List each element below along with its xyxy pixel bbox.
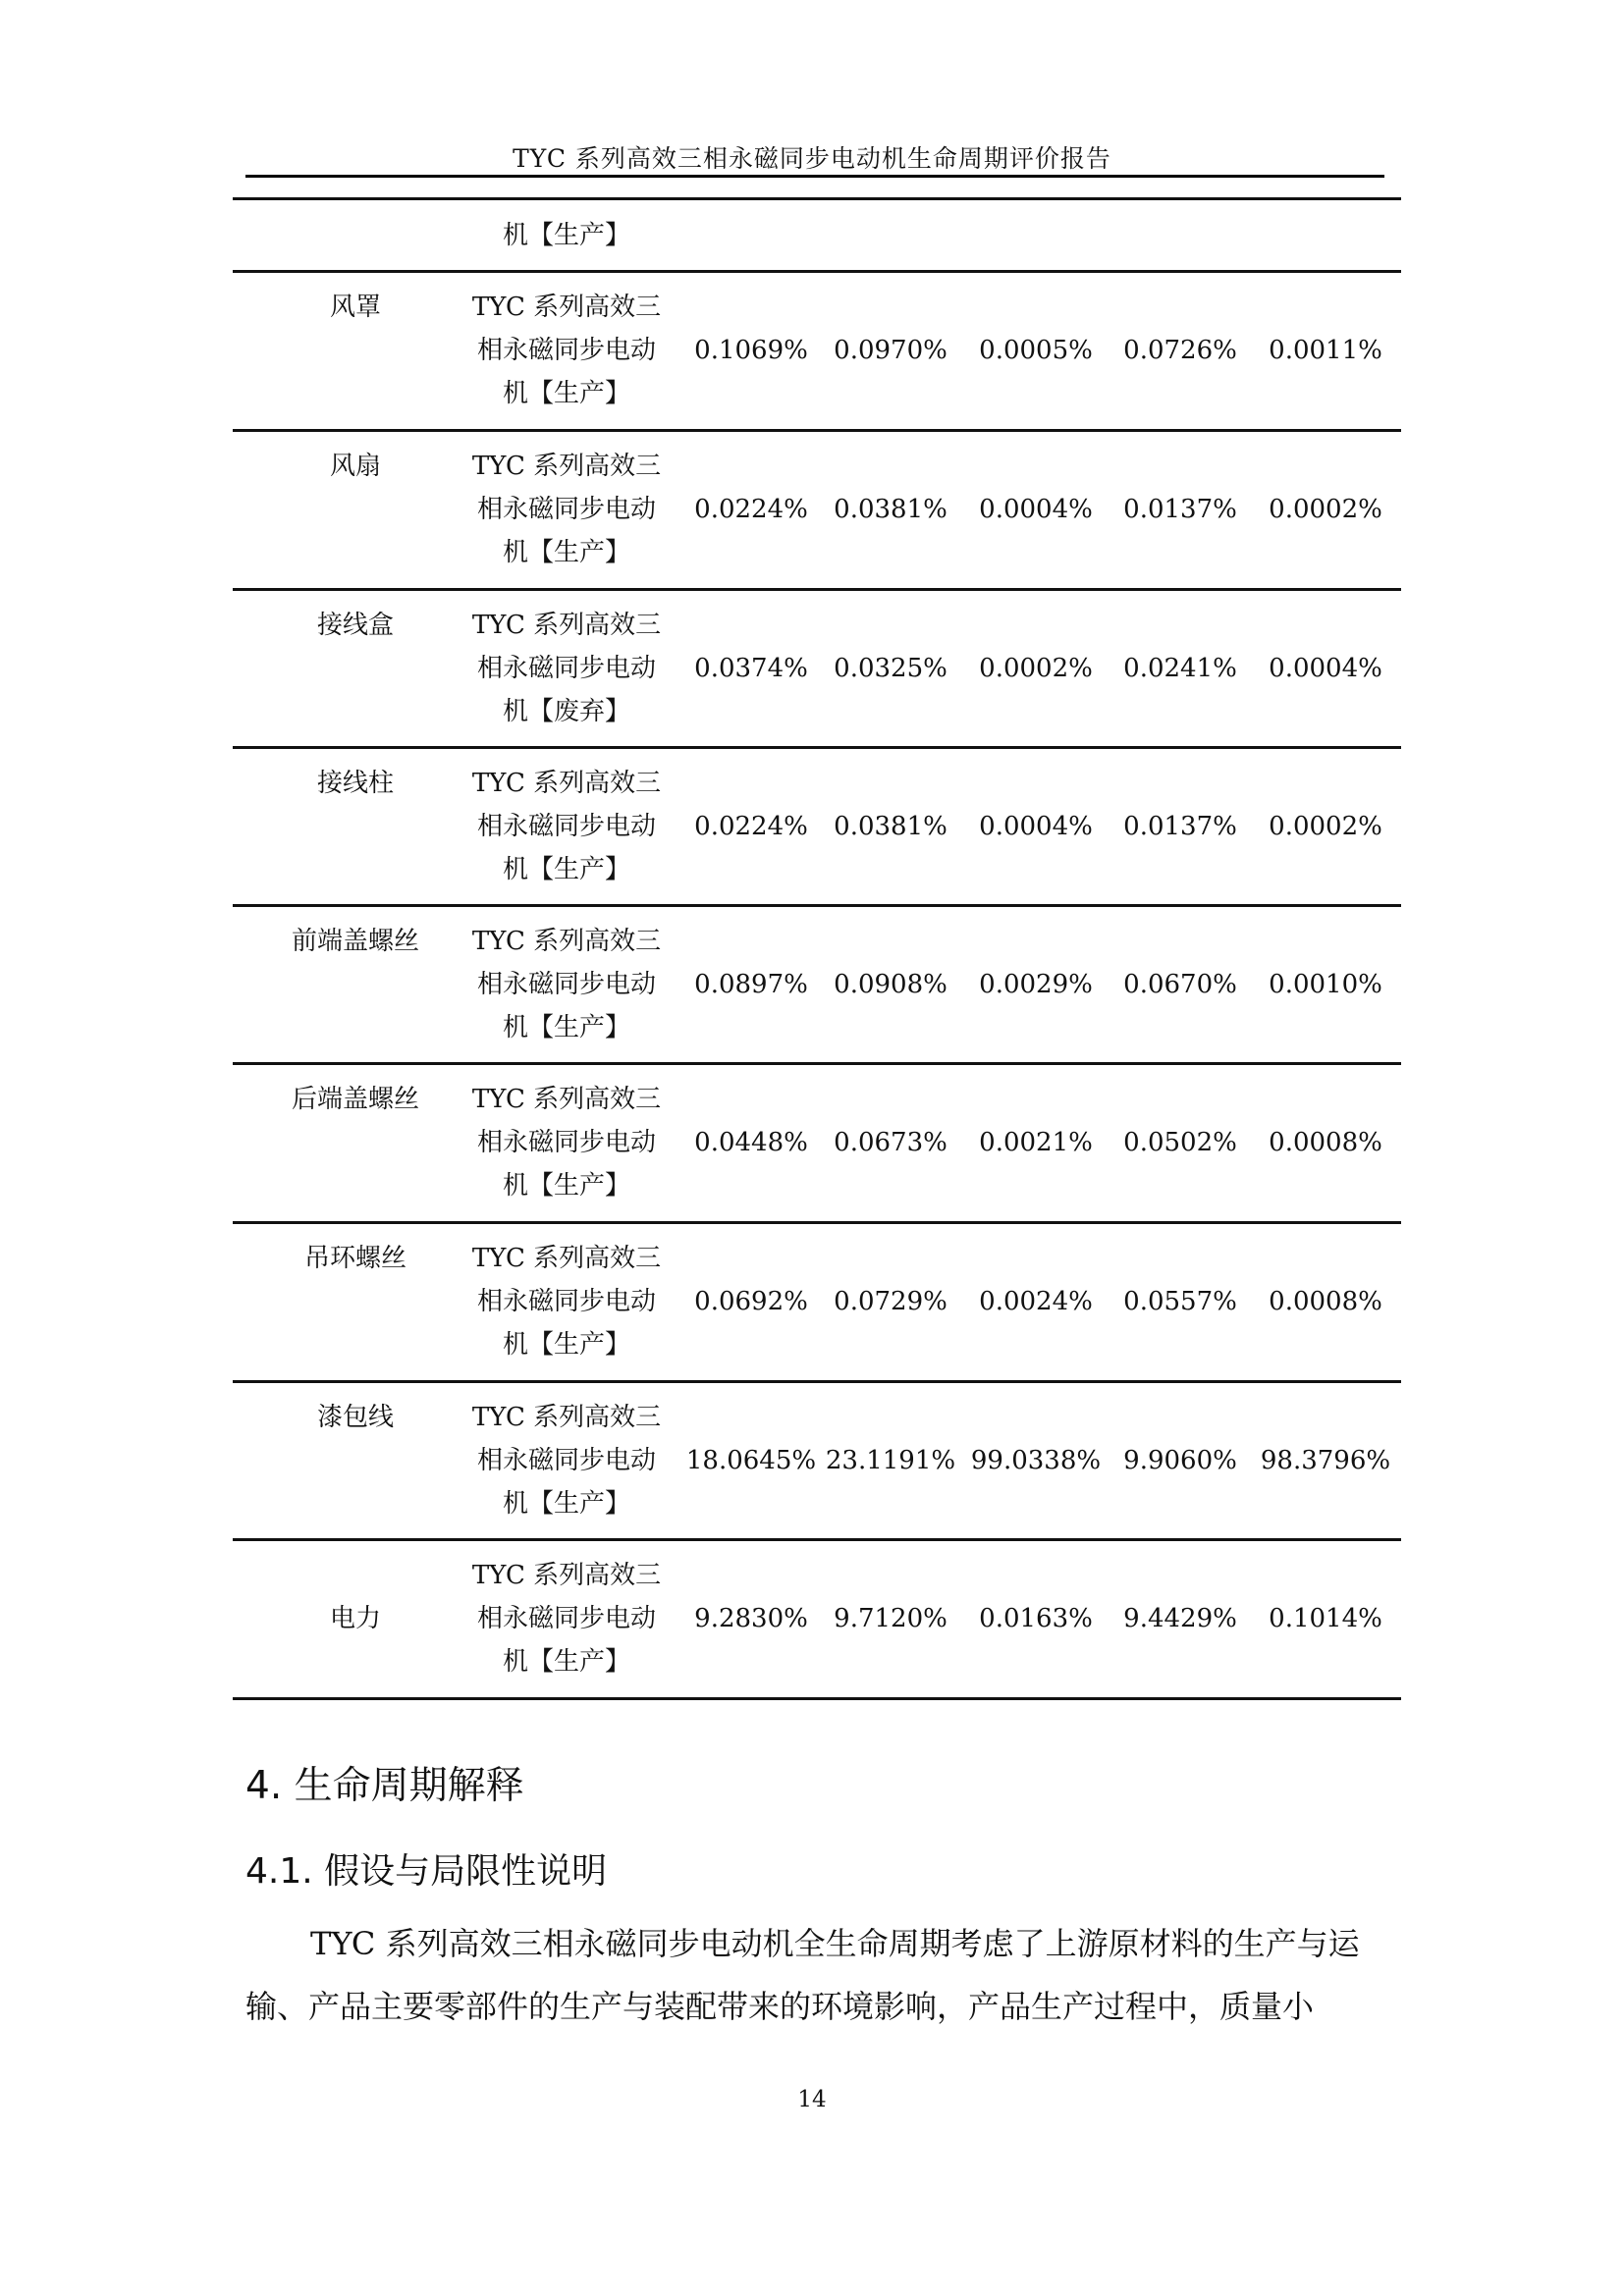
table-cell-desc: 相永磁同步电动 (476, 495, 656, 524)
table-rule (233, 429, 1401, 432)
table-cell-value: 0.0224% (694, 812, 808, 841)
table-cell-desc: TYC 系列高效三 (471, 769, 662, 798)
table-cell-desc: 机【生产】 (502, 855, 630, 884)
table-rule (233, 1697, 1401, 1700)
table-cell-name: 风罩 (329, 293, 381, 322)
body-paragraph: TYC 系列高效三相永磁同步电动机全生命周期考虑了上游原材料的生产与运输、产品主要零部件的生产与装配带来的环境影响，产品生产过程中，质量小 (245, 1925, 1360, 2025)
table-cell-value: 0.0673% (834, 1128, 947, 1157)
table-cell-value: 0.0002% (979, 654, 1093, 683)
table-cell-desc: 相永磁同步电动 (476, 1128, 656, 1157)
table-cell-value: 0.0004% (1269, 654, 1382, 683)
table-cell-desc: 相永磁同步电动 (476, 654, 656, 683)
subsection-heading: 4.1. 假设与局限性说明 (245, 1851, 608, 1892)
table-rule (233, 1538, 1401, 1541)
table-cell-value: 99.0338% (970, 1446, 1102, 1475)
table-cell-value: 0.0692% (694, 1287, 808, 1316)
table-cell-desc: TYC 系列高效三 (471, 452, 662, 481)
running-header: TYC 系列高效三相永磁同步电动机生命周期评价报告 (513, 144, 1111, 173)
table-cell-value: 0.0008% (1269, 1128, 1382, 1157)
table-cell-desc: 相永磁同步电动 (476, 812, 656, 841)
table-cell-value: 0.0325% (834, 654, 947, 683)
table-cell-value: 0.0224% (694, 495, 808, 524)
table-cell-desc: TYC 系列高效三 (471, 611, 662, 640)
table-cell-name: 电力 (329, 1604, 381, 1633)
table-rule (233, 1221, 1401, 1224)
section-heading: 4. 生命周期解释 (245, 1764, 524, 1808)
table-cell-value: 0.0729% (834, 1287, 947, 1316)
table-rule (233, 270, 1401, 273)
table-cell-value: 0.0448% (694, 1128, 808, 1157)
table-cell-value: 0.0374% (694, 654, 808, 683)
table-cell-value: 0.0137% (1123, 812, 1237, 841)
table-cell-value: 0.0011% (1269, 336, 1382, 365)
table-cell-desc: 相永磁同步电动 (476, 1446, 656, 1475)
table-cell-desc: TYC 系列高效三 (471, 927, 662, 956)
table-cell-name: 接线盒 (316, 611, 394, 640)
table-cell-desc: 相永磁同步电动 (476, 336, 656, 365)
page-number: 14 (797, 2087, 827, 2112)
table-cell-value: 0.0897% (694, 970, 808, 999)
table-cell-value: 9.4429% (1123, 1604, 1237, 1633)
table-rule (233, 1062, 1401, 1065)
table-cell-value: 18.0645% (685, 1446, 817, 1475)
table-cell-desc: 相永磁同步电动 (476, 1287, 656, 1316)
header-rule (245, 175, 1384, 178)
table-rule (233, 746, 1401, 749)
table-rule (233, 197, 1401, 200)
table-cell-value: 0.0021% (979, 1128, 1093, 1157)
table-cell-value: 0.1069% (694, 336, 808, 365)
table-cell-value: 0.0010% (1269, 970, 1382, 999)
table-cell-desc: 相永磁同步电动 (476, 1604, 656, 1633)
table-cell-value: 0.0502% (1123, 1128, 1237, 1157)
table-cell-value: 0.0002% (1269, 812, 1382, 841)
table-cell-desc: 机【生产】 (502, 1647, 630, 1677)
table-cell-value: 0.0029% (979, 970, 1093, 999)
table-cell-value: 9.9060% (1123, 1446, 1237, 1475)
table-cell-value: 0.0726% (1123, 336, 1237, 365)
table-cell-name: 风扇 (329, 452, 381, 481)
table-cell-value: 0.0004% (979, 812, 1093, 841)
table-cell-desc: 机【生产】 (502, 1489, 630, 1519)
table-cell-value: 9.2830% (694, 1604, 808, 1633)
table-cell-value: 98.3796% (1260, 1446, 1391, 1475)
table-cell-value: 0.0005% (979, 336, 1093, 365)
table-cell-value: 0.0381% (834, 812, 947, 841)
table-cell-desc: 机【废弃】 (502, 697, 630, 726)
table-cell-desc: TYC 系列高效三 (471, 1403, 662, 1432)
table-cell-desc: TYC 系列高效三 (471, 1561, 662, 1590)
table-cell-name: 漆包线 (316, 1403, 394, 1432)
table-cell-value: 0.0163% (979, 1604, 1093, 1633)
table-cell-desc: 机【生产】 (502, 379, 630, 408)
table-cell-value: 0.0241% (1123, 654, 1237, 683)
table-cell-desc: TYC 系列高效三 (471, 1085, 662, 1114)
table-cell-value: 23.1191% (825, 1446, 956, 1475)
table-cell-value: 0.0381% (834, 495, 947, 524)
table-cell-desc: TYC 系列高效三 (471, 1244, 662, 1273)
table-cell-name: 吊环螺丝 (303, 1244, 406, 1273)
table-cell-value: 0.0557% (1123, 1287, 1237, 1316)
table-cell-value: 0.0004% (979, 495, 1093, 524)
table-cell-desc: 相永磁同步电动 (476, 970, 656, 999)
table-cell-desc: 机【生产】 (502, 1171, 630, 1201)
table-cell-value: 0.0670% (1123, 970, 1237, 999)
table-rule (233, 904, 1401, 907)
table-cell-desc: 机【生产】 (502, 1330, 630, 1360)
table-cell-value: 0.1014% (1269, 1604, 1382, 1633)
table-cell-name: 接线柱 (316, 769, 394, 798)
table-cell-value: 0.0908% (834, 970, 947, 999)
table-cell-value: 0.0002% (1269, 495, 1382, 524)
table-cell-desc: TYC 系列高效三 (471, 293, 662, 322)
table-cell-desc: 机【生产】 (502, 1013, 630, 1042)
table-cell-value: 0.0970% (834, 336, 947, 365)
table-rule (233, 588, 1401, 591)
table-cell-desc: 机【生产】 (502, 221, 630, 250)
table-cell-value: 9.7120% (834, 1604, 947, 1633)
table-cell-value: 0.0137% (1123, 495, 1237, 524)
table-cell-desc: 机【生产】 (502, 538, 630, 567)
table-rule (233, 1380, 1401, 1383)
table-cell-value: 0.0008% (1269, 1287, 1382, 1316)
table-cell-value: 0.0024% (979, 1287, 1093, 1316)
table-cell-name: 前端盖螺丝 (291, 927, 419, 956)
table-cell-name: 后端盖螺丝 (291, 1085, 419, 1114)
